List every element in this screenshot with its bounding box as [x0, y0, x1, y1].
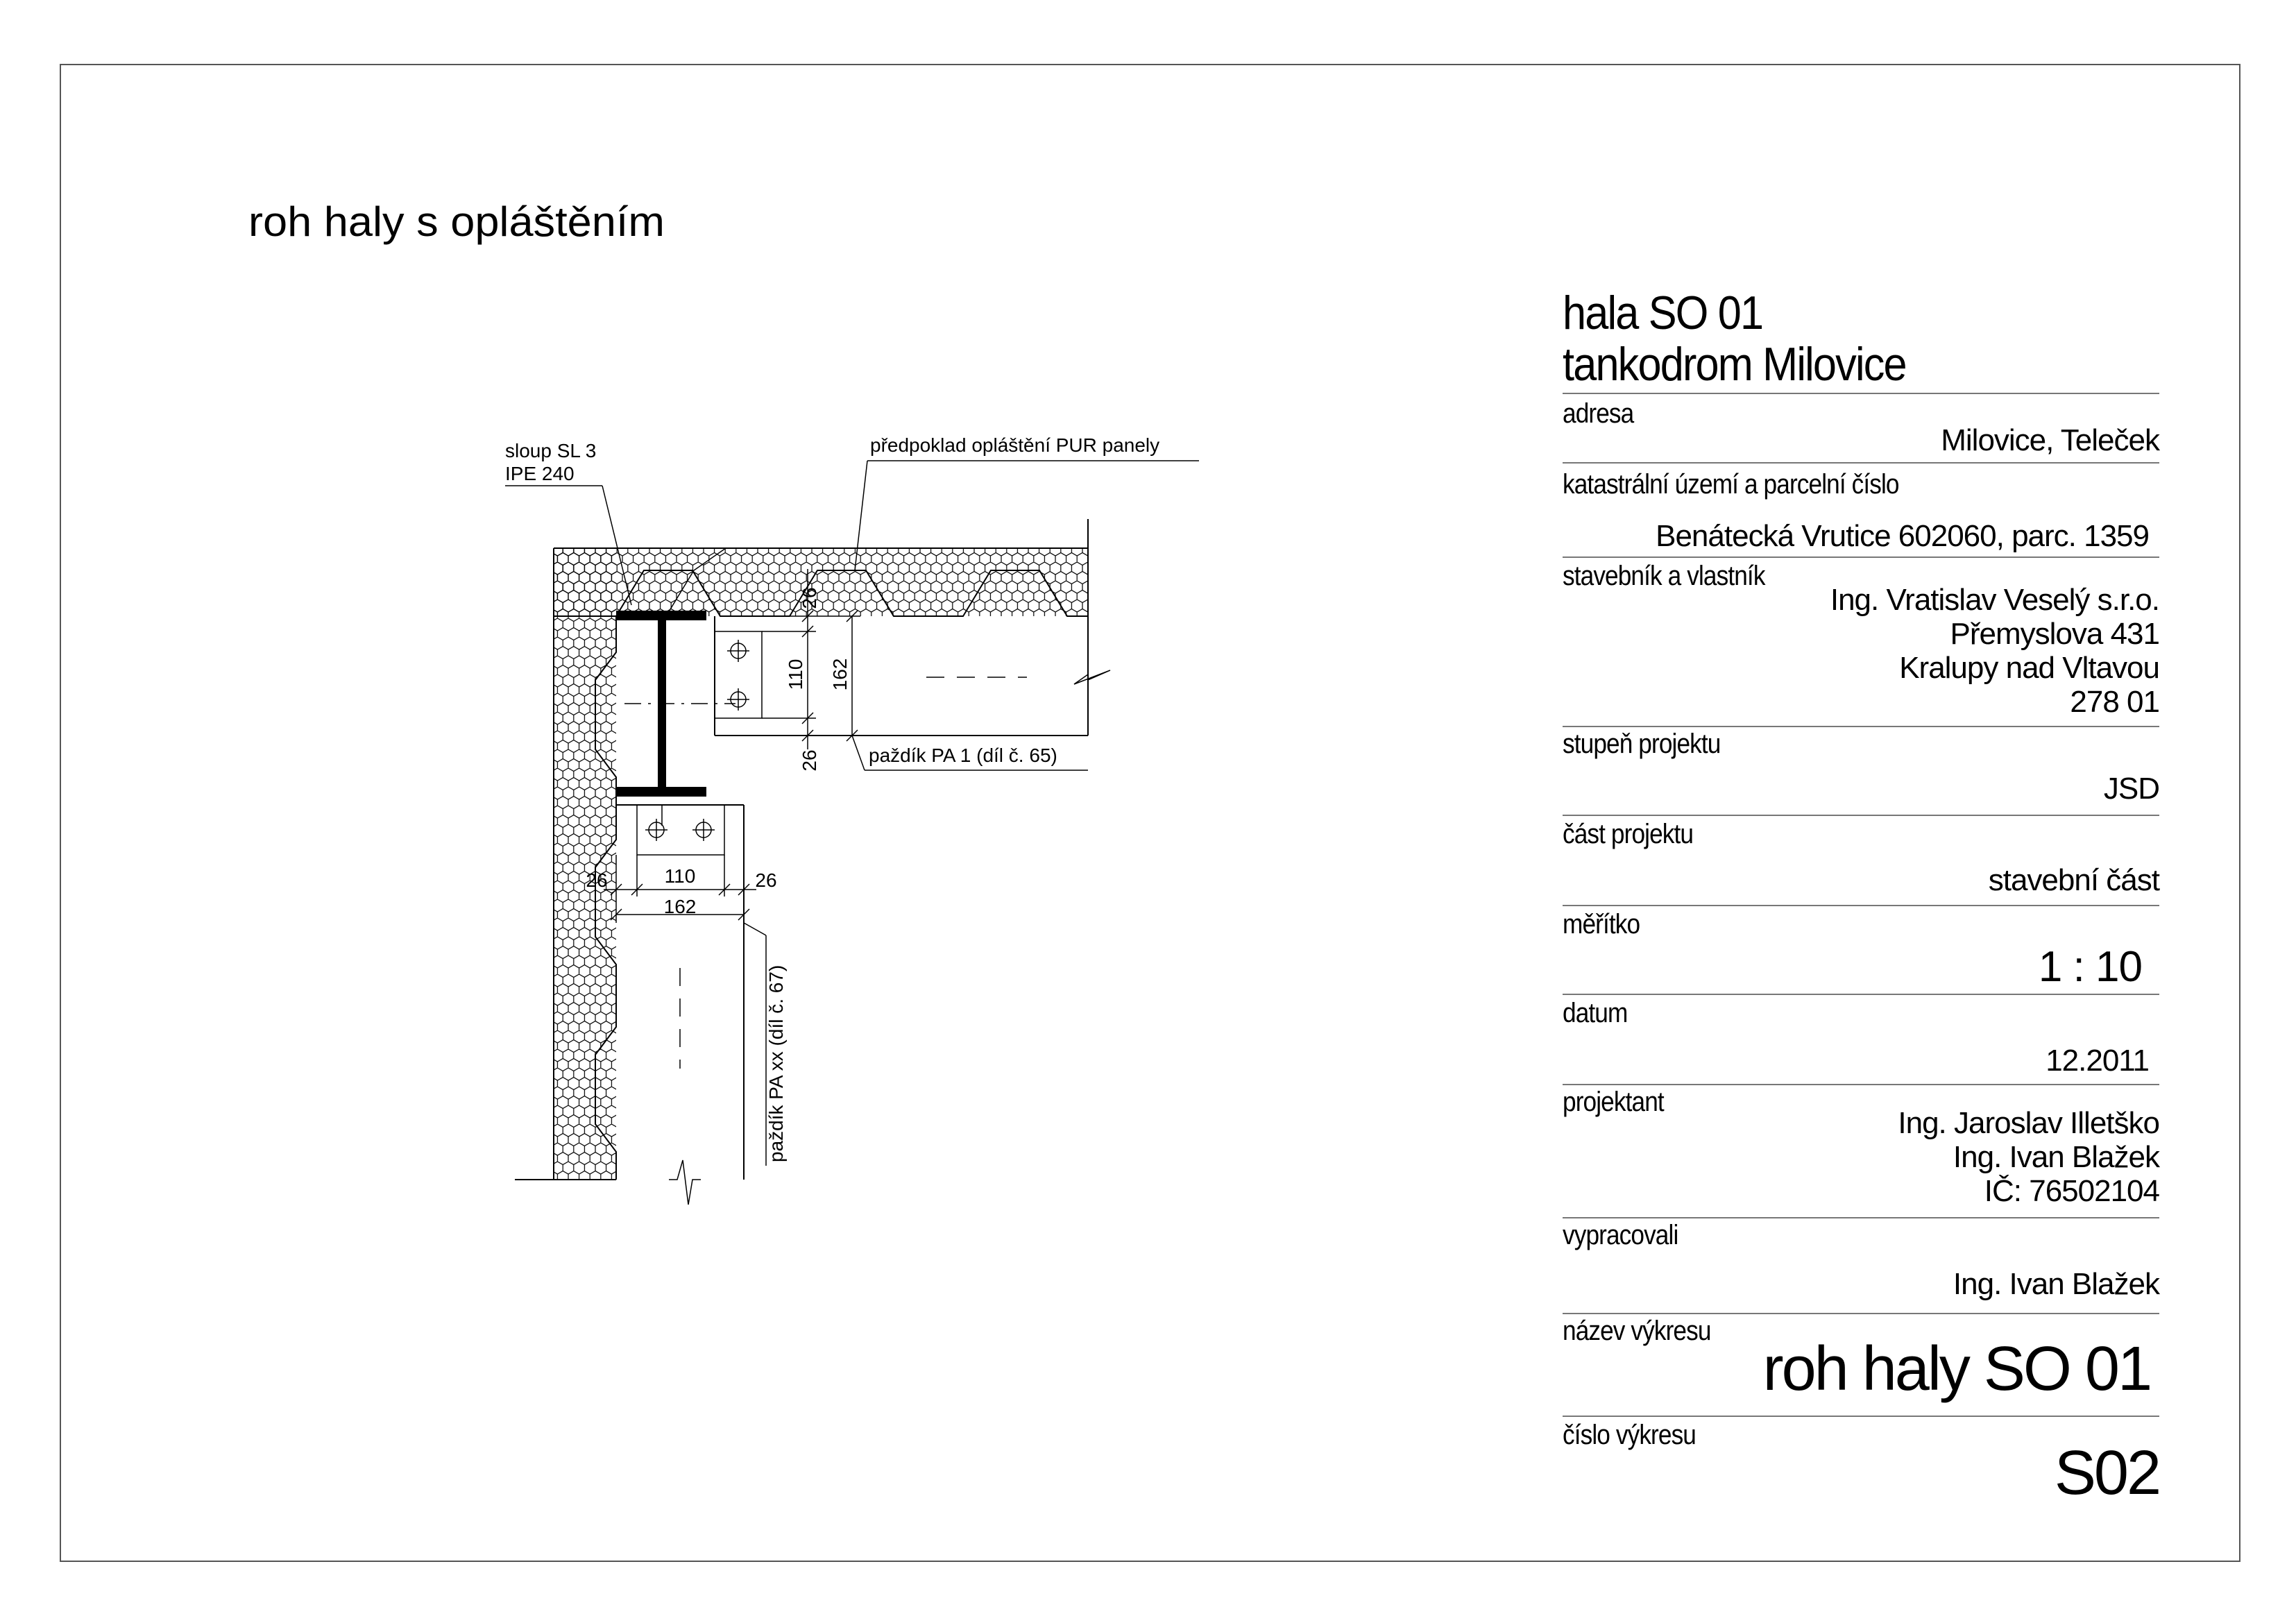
label-cladding: předpoklad opláštění PUR panely — [870, 434, 1160, 456]
address-label: adresa — [1563, 398, 1634, 429]
label-girt-top: paždík PA 1 (díl č. 65) — [869, 745, 1057, 766]
part-label: část projektu — [1563, 819, 1694, 849]
title-block-rule — [1563, 393, 2159, 394]
investor-line: 278 01 — [2070, 685, 2159, 719]
cadastral-label: katastrální území a parcelní číslo — [1563, 469, 1899, 500]
drawing-number-value: S02 — [2054, 1438, 2159, 1508]
dim-top-total: 162 — [829, 658, 851, 691]
dim-side-total: 162 — [663, 896, 697, 917]
cladding-top-panel — [554, 519, 1088, 616]
address-value: Milovice, Teleček — [1941, 423, 2159, 457]
bolt-top-2 — [727, 688, 749, 711]
drawing-number-label: číslo výkresu — [1563, 1420, 1696, 1450]
title-block-rule — [1563, 905, 2159, 906]
title-block-rule — [1563, 1217, 2159, 1218]
break-line-side — [669, 1160, 701, 1205]
title-block-rule — [1563, 1416, 2159, 1417]
title-block-rule — [1563, 1313, 2159, 1314]
scale-label: měřítko — [1563, 909, 1640, 940]
dim-side-left: 26 — [586, 869, 608, 891]
drawing-name-label: název výkresu — [1563, 1316, 1711, 1346]
cadastral-value: Benátecká Vrutice 602060, parc. 1359 — [1656, 519, 2149, 553]
girt-pa1 — [715, 616, 1110, 736]
prepared-label: vypracovali — [1563, 1220, 1678, 1250]
leader-girt-side — [744, 923, 766, 1166]
date-label: datum — [1563, 998, 1628, 1028]
stage-value: JSD — [2103, 772, 2159, 806]
bolt-side-1 — [645, 819, 667, 841]
scale-value: 1 : 10 — [2038, 943, 2142, 991]
cladding-side-panel — [515, 548, 616, 1180]
break-line-top — [1074, 665, 1110, 690]
title-block-rule — [1563, 726, 2159, 727]
investor-value — [1830, 583, 2159, 719]
dim-side-middle: 110 — [664, 865, 696, 887]
dim-side-right: 26 — [755, 869, 777, 891]
label-girt-side: paždík PA xx (díl č. 67) — [765, 965, 787, 1162]
title-block-rule — [1563, 1084, 2159, 1085]
title-block-rule — [1563, 815, 2159, 816]
dim-top-lower: 26 — [799, 749, 820, 772]
date-value: 12.2011 — [2046, 1044, 2149, 1078]
dim-top-upper: 26 — [799, 587, 820, 609]
part-value: stavební část — [1988, 863, 2159, 897]
label-column-line1: sloup SL 3 — [505, 440, 597, 461]
title-block-rule — [1563, 462, 2159, 464]
designer-line: IČ: 76502104 — [1984, 1174, 2159, 1208]
prepared-value: Ing. Ivan Blažek — [1953, 1267, 2159, 1301]
label-column-line2: IPE 240 — [505, 463, 575, 484]
bolt-side-2 — [692, 819, 715, 841]
designer-label: projektant — [1563, 1087, 1664, 1117]
designer-line: Ing. Ivan Blažek — [1953, 1140, 2159, 1174]
drawing-name-value: roh haly SO 01 — [1762, 1334, 2150, 1404]
project-title-line1: hala SO 01 — [1563, 287, 1763, 339]
stage-label: stupeň projektu — [1563, 729, 1721, 759]
designer-value — [1898, 1106, 2159, 1208]
title-block-rule — [1563, 994, 2159, 995]
investor-label: stavebník a vlastník — [1563, 561, 1765, 591]
title-block-rule — [1563, 556, 2159, 558]
investor-line: Přemyslova 431 — [1950, 617, 2159, 651]
designer-line: Ing. Jaroslav Illetško — [1898, 1106, 2159, 1140]
dim-top-middle: 110 — [785, 658, 806, 690]
investor-line: Kralupy nad Vltavou — [1899, 651, 2159, 685]
investor-line: Ing. Vratislav Veselý s.r.o. — [1830, 583, 2159, 617]
sheet-title: roh haly s opláštěním — [248, 198, 665, 245]
project-title-line2: tankodrom Milovice — [1563, 338, 1906, 391]
bolt-top-1 — [727, 640, 749, 662]
